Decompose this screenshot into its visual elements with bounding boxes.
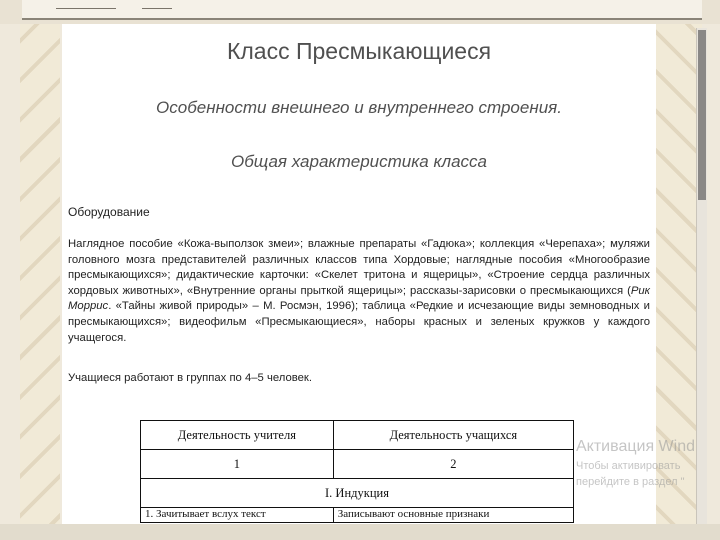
table-row	[141, 508, 574, 523]
teacher-step-1: 1. Зачитывает вслух текст	[141, 508, 334, 523]
equipment-text-part1: Наглядное пособие «Кожа-выползок змеи»; влажные препараты «Гадюка»; коллекция «Черепаха»; муляжи головного мозга представителей различных классов типа Хордовые; наглядные пособия «Многообразие пресмыкающихся»; дидактические карточки: «Скелет тритона и ящерицы», «Строение сердца различных хордовых животных», «Внутренние органы прыткой ящерицы»; рассказы-зарисовки о пресмыкающихся (	[68, 238, 650, 297]
equipment-text-part2: . «Тайны живой природы» – М. Росмэн, 1996); таблица «Редкие и исчезающие виды земноводных и пресмыкающихся»; видеофильм «Пресмыкающиеся», наборы красных и зеленых кружков у каждого учащегося.	[68, 300, 650, 344]
section-subtitle-characteristics: Общая характеристика класса	[231, 152, 487, 171]
equipment-label: Оборудование	[68, 205, 150, 219]
header-student-activity: Деятельность учащихся	[333, 421, 573, 450]
document-toolbar	[22, 0, 702, 20]
activity-table	[140, 420, 574, 523]
equipment-author: Рик Моррис	[68, 284, 650, 313]
decorative-border-left	[20, 24, 60, 524]
column-number-2: 2	[333, 450, 573, 479]
groups-note: Учащиеся работают в группах по 4–5 человек.	[68, 372, 313, 384]
activation-title: Активация Wind	[576, 438, 695, 455]
scrollbar-thumb[interactable]	[698, 30, 706, 200]
activation-line-1: Чтобы активировать	[576, 460, 681, 472]
slide-bottom-frame	[0, 524, 720, 540]
windows-activation-watermark	[576, 438, 720, 488]
header-teacher-activity: Деятельность учителя	[141, 421, 334, 450]
table-header-row	[141, 421, 574, 450]
table-row	[141, 479, 574, 508]
section-induction: I. Индукция	[141, 479, 574, 508]
student-step-1: Записывают основные признаки	[333, 508, 573, 523]
activation-line-2: перейдите в раздел "	[576, 476, 685, 488]
column-number-1: 1	[141, 450, 334, 479]
table-row	[141, 450, 574, 479]
section-subtitle-structure: Особенности внешнего и внутреннего строения.	[156, 98, 562, 117]
document-page	[62, 24, 656, 524]
equipment-paragraph	[68, 237, 650, 346]
page-title: Класс Пресмыкающиеся	[226, 38, 492, 64]
